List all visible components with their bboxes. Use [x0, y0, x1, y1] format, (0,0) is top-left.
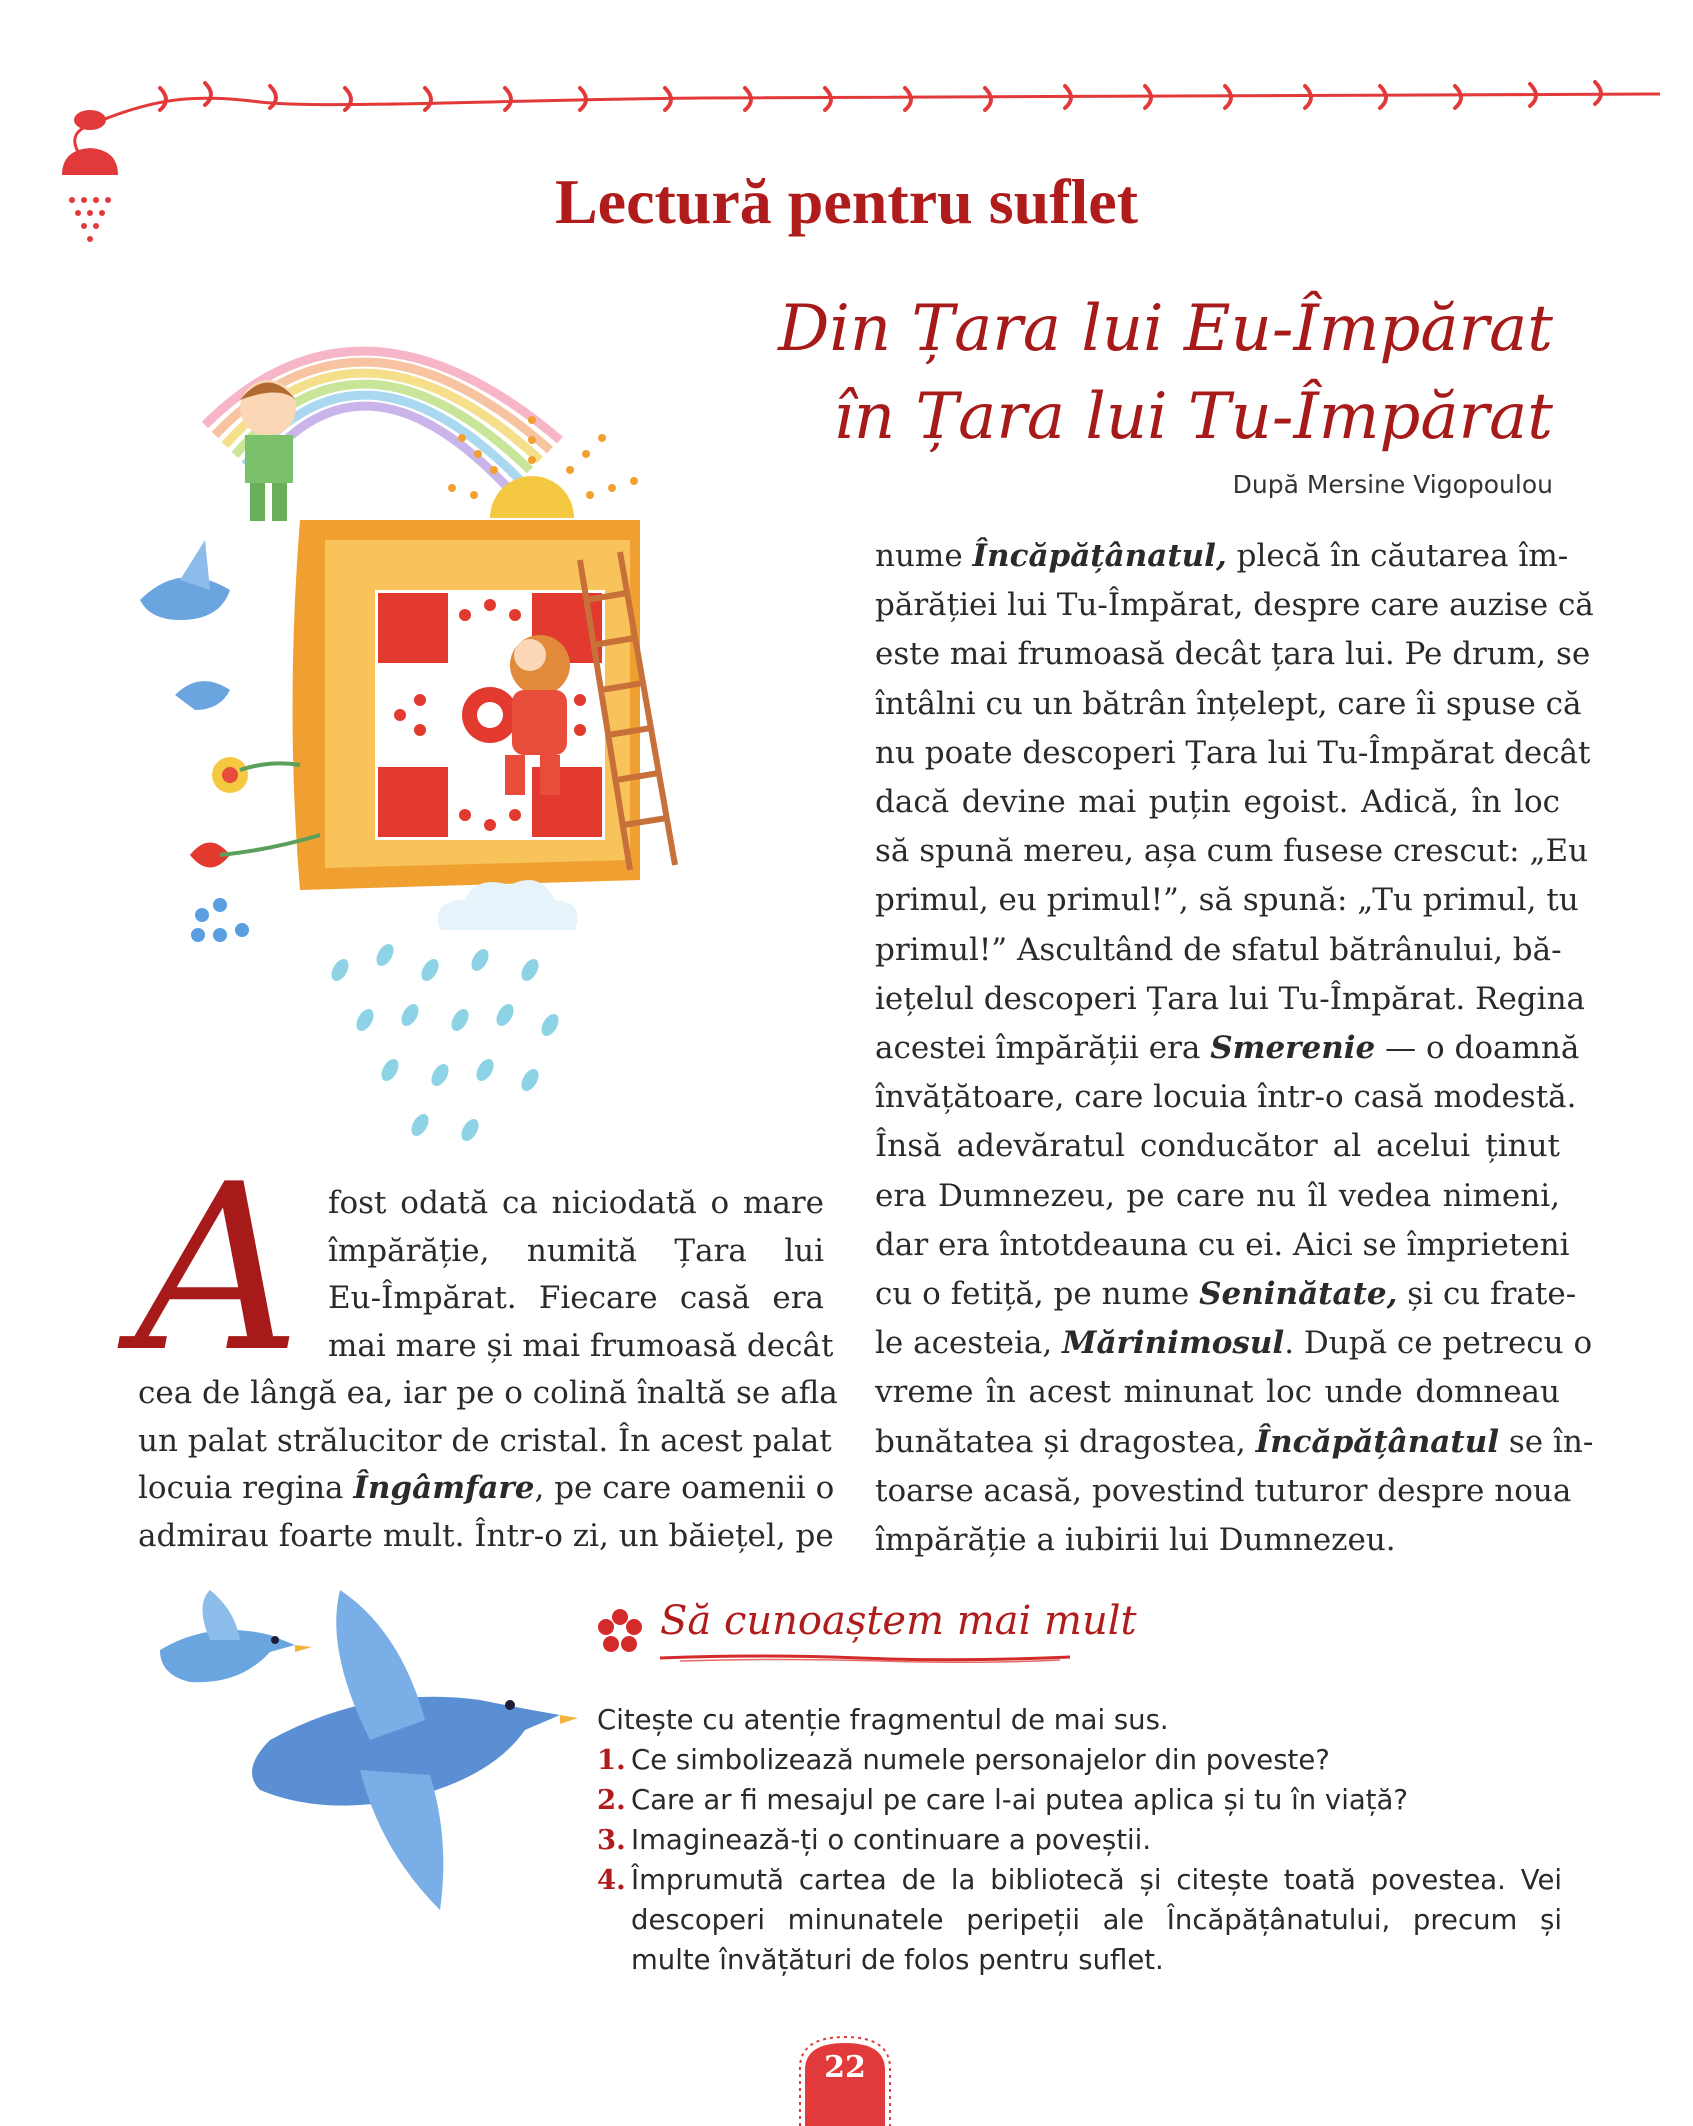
question-text: Împrumută cartea de la bibliotecă și citește toată povestea. Vei descoperi minunatele peripeții ale Încăpățânatului, precum și multe învățături de folos pentru suflet.	[631, 1864, 1562, 1976]
page-title: Lectură pentru suflet	[554, 166, 1139, 237]
text-line: primul, eu primul!”, să spună: „Tu primul, tu	[875, 882, 1579, 919]
text-line: Eu-Împărat. Fiecare casă era	[328, 1280, 824, 1316]
question-item	[597, 1820, 1562, 1860]
text-line: nume Încăpățânatul, plecă în căutarea îm-	[875, 538, 1569, 574]
text-line: părăției lui Tu-Împărat, despre care auzise că	[875, 587, 1594, 624]
character-name: Seninătate,	[1199, 1276, 1398, 1313]
character-name: Mărinimosul	[1062, 1325, 1285, 1362]
character-name: Încăpățânatul	[1255, 1423, 1500, 1460]
question-text: Care ar fi mesajul pe care l-ai putea aplica și tu în viață?	[631, 1784, 1408, 1816]
character-name: Smerenie	[1210, 1030, 1376, 1067]
question-number: 1.	[597, 1744, 626, 1776]
text-line: cu o fetiță, pe nume Seninătate, și cu frate-	[875, 1276, 1577, 1313]
story-illustration	[120, 290, 680, 1180]
text-line: bunătatea și dragostea, Încăpățânatul se în-	[875, 1423, 1594, 1460]
question-text: Ce simbolizează numele personajelor din poveste?	[631, 1744, 1330, 1776]
question-item	[597, 1740, 1562, 1780]
text-line: împărăție, numită Țara lui	[328, 1232, 824, 1269]
text-line: dar era întotdeauna cu ei. Aici se împrieteni	[875, 1226, 1570, 1263]
character-name: Încăpățânatul,	[972, 538, 1227, 574]
questions-list	[597, 1740, 1562, 1980]
boy-icon	[240, 380, 296, 521]
text-line: mai mare și mai frumoasă decât	[328, 1327, 834, 1364]
text-line: Însă adevăratul conducător al acelui ținut	[875, 1128, 1560, 1165]
text-line: nu poate descoperi Țara lui Tu-Împărat decât	[875, 734, 1591, 771]
text-line: fost odată ca niciodată o mare	[328, 1185, 824, 1221]
section-title: Să cunoaștem mai mult	[660, 1598, 1137, 1644]
text-line: întâlni cu un bătrân înțelept, care îi spuse că	[875, 685, 1582, 722]
text-line: toarse acasă, povestind tuturor despre noua	[875, 1472, 1572, 1509]
text-line: primul!” Ascultând de sfatul bătrânului, bă-	[875, 931, 1562, 968]
bird-icon-small	[160, 1590, 312, 1682]
text-line: acestei împărății era Smerenie — o doamnă	[875, 1030, 1580, 1067]
cloud-icon	[438, 880, 578, 930]
question-number: 4.	[597, 1864, 626, 1896]
section-underline	[660, 1652, 1070, 1664]
text-line: le acesteia, Mărinimosul. După ce petrecu o	[875, 1325, 1593, 1362]
text-line: vreme în acest minunat loc unde domneau	[875, 1374, 1560, 1411]
story-title-line2: în Țara lui Tu-Împărat	[833, 380, 1553, 454]
small-bird-icon	[140, 540, 230, 710]
story-text-left	[138, 1180, 838, 1560]
blue-birds-illustration	[140, 1590, 580, 1920]
character-name: Îngâmfare	[353, 1470, 535, 1506]
question-number: 3.	[597, 1824, 626, 1856]
story-author: După Mersine Vigopoulou	[1232, 470, 1553, 499]
text-line: locuia regina Îngâmfare, pe care oamenii o	[138, 1470, 835, 1506]
story-title-line1: Din Țara lui Eu-Împărat	[778, 292, 1553, 366]
drop-cap: A	[135, 1136, 302, 1403]
text-line: învățătoare, care locuia într-o casă modestă.	[875, 1079, 1577, 1116]
question-item	[597, 1860, 1562, 1980]
text-line: admirau foarte mult. Într-o zi, un băiețel, pe	[138, 1517, 834, 1554]
text-line: iețelul descoperi Țara lui Tu-Împărat. Regina	[875, 980, 1586, 1017]
flower-bullet-icon	[597, 1608, 643, 1654]
book-icon	[293, 520, 641, 890]
questions-block	[597, 1700, 1562, 1980]
text-line: un palat strălucitor de cristal. În acest palat	[138, 1422, 832, 1459]
text-line: era Dumnezeu, pe care nu îl vedea nimeni,	[875, 1177, 1560, 1214]
question-text: Imaginează-ți o continuare a poveștii.	[631, 1824, 1152, 1856]
text-line: să spună mereu, așa cum fusese crescut: „Eu	[875, 833, 1589, 870]
rain-icon	[328, 941, 562, 1144]
question-number: 2.	[597, 1784, 626, 1816]
text-line: cea de lângă ea, iar pe o colină înaltă se afla	[138, 1375, 838, 1411]
question-item	[597, 1780, 1562, 1820]
questions-intro: Citește cu atenție fragmentul de mai sus.	[597, 1704, 1169, 1736]
page-number: 22	[824, 2050, 866, 2085]
text-line: dacă devine mai puțin egoist. Adică, în loc	[875, 784, 1560, 821]
story-title	[778, 285, 1553, 461]
text-line: este mai frumoasă decât țara lui. Pe drum, se	[875, 636, 1591, 673]
text-line: împărăție a iubirii lui Dumnezeu.	[875, 1522, 1396, 1559]
story-text-right	[875, 532, 1594, 1565]
bird-icon-large	[252, 1590, 578, 1910]
